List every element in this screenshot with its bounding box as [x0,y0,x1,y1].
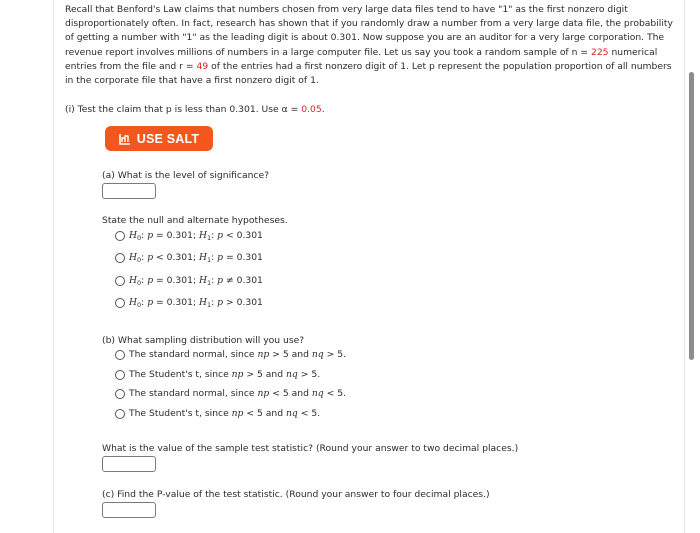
intro-text-1: Recall that Benford's Law claims that numbers chosen from very large data files tend to have "1" as the first nonzero digit disproportionately often. In fact, research has shown that if you randomly draw a number from a very large data file, the probability of getting a number with "1" as the leading digit is about 0.301. Now suppose you are an auditor for a very large corporation. The revenue report involves millions of numbers in a large computer file. Let us say you took a random sample of n = [65,4,673,58]
hypothesis-text: $H_0$: p = 0.301; $H_1$: p ≠ 0.301 [129,275,263,287]
hypothesis-option-3[interactable] [115,275,263,287]
distribution-option-1[interactable] [115,349,346,360]
scrollbar[interactable] [689,72,694,360]
right-divider [684,0,685,533]
chart-icon [119,133,131,145]
part-b-question: (b) What sampling distribution will you use? [102,335,305,346]
use-salt-label: USE SALT [136,131,200,146]
distribution-text: The Student's t, since np > 5 and nq > 5. [129,369,321,380]
hypothesis-option-2[interactable] [115,252,263,264]
hypothesis-option-1[interactable] [115,230,263,242]
hypothesis-text: $H_0$: p < 0.301; $H_1$: p = 0.301 [129,252,263,264]
intro-text-2: numerical entries from the file and r = [65,46,658,72]
distribution-text: The Student's t, since np < 5 and nq < 5. [129,408,321,419]
hypothesis-text: $H_0$: p = 0.301; $H_1$: p > 0.301 [129,297,263,309]
significance-input[interactable] [102,183,156,199]
radio-button[interactable] [115,298,125,308]
radio-button[interactable] [115,276,125,286]
distribution-option-2[interactable] [115,369,320,380]
distribution-text: The standard normal, since np > 5 and nq > 5. [129,349,346,360]
count-r: 49 [196,60,209,72]
distribution-option-3[interactable] [115,388,346,399]
claim-text: (i) Test the claim that p is less than 0.301. Use α = [65,104,299,115]
radio-button[interactable] [115,389,125,399]
test-statistic-input[interactable] [102,456,156,472]
test-statistic-question: What is the value of the sample test statistic? (Round your answer to two decimal places.) [102,443,519,454]
distribution-option-4[interactable] [115,408,320,419]
radio-button[interactable] [115,409,125,419]
p-value-input[interactable] [102,502,156,518]
part-a-question: (a) What is the level of significance? [102,170,269,181]
radio-button[interactable] [115,231,125,241]
left-divider [53,0,54,533]
part-c-question: (c) Find the P-value of the test statistic. (Round your answer to four decimal places.) [102,489,490,500]
claim-line [65,104,325,115]
alpha-value: 0.05 [301,104,322,115]
radio-button[interactable] [115,350,125,360]
hypothesis-text: $H_0$: p = 0.301; $H_1$: p < 0.301 [129,230,263,242]
claim-end: . [321,104,325,115]
sample-size-n: 225 [590,46,609,58]
use-salt-button[interactable] [105,126,213,151]
radio-button[interactable] [115,370,125,380]
intro-text-3: of the entries had a first nonzero digit of 1. Let p represent the population proportion of all numbers in the corporate file that have a first nonzero digit of 1. [65,60,672,87]
hypotheses-prompt: State the null and alternate hypotheses. [102,215,288,226]
distribution-text: The standard normal, since np < 5 and nq < 5. [129,388,346,399]
problem-statement [65,3,677,88]
radio-button[interactable] [115,253,125,263]
hypothesis-option-4[interactable] [115,297,263,309]
